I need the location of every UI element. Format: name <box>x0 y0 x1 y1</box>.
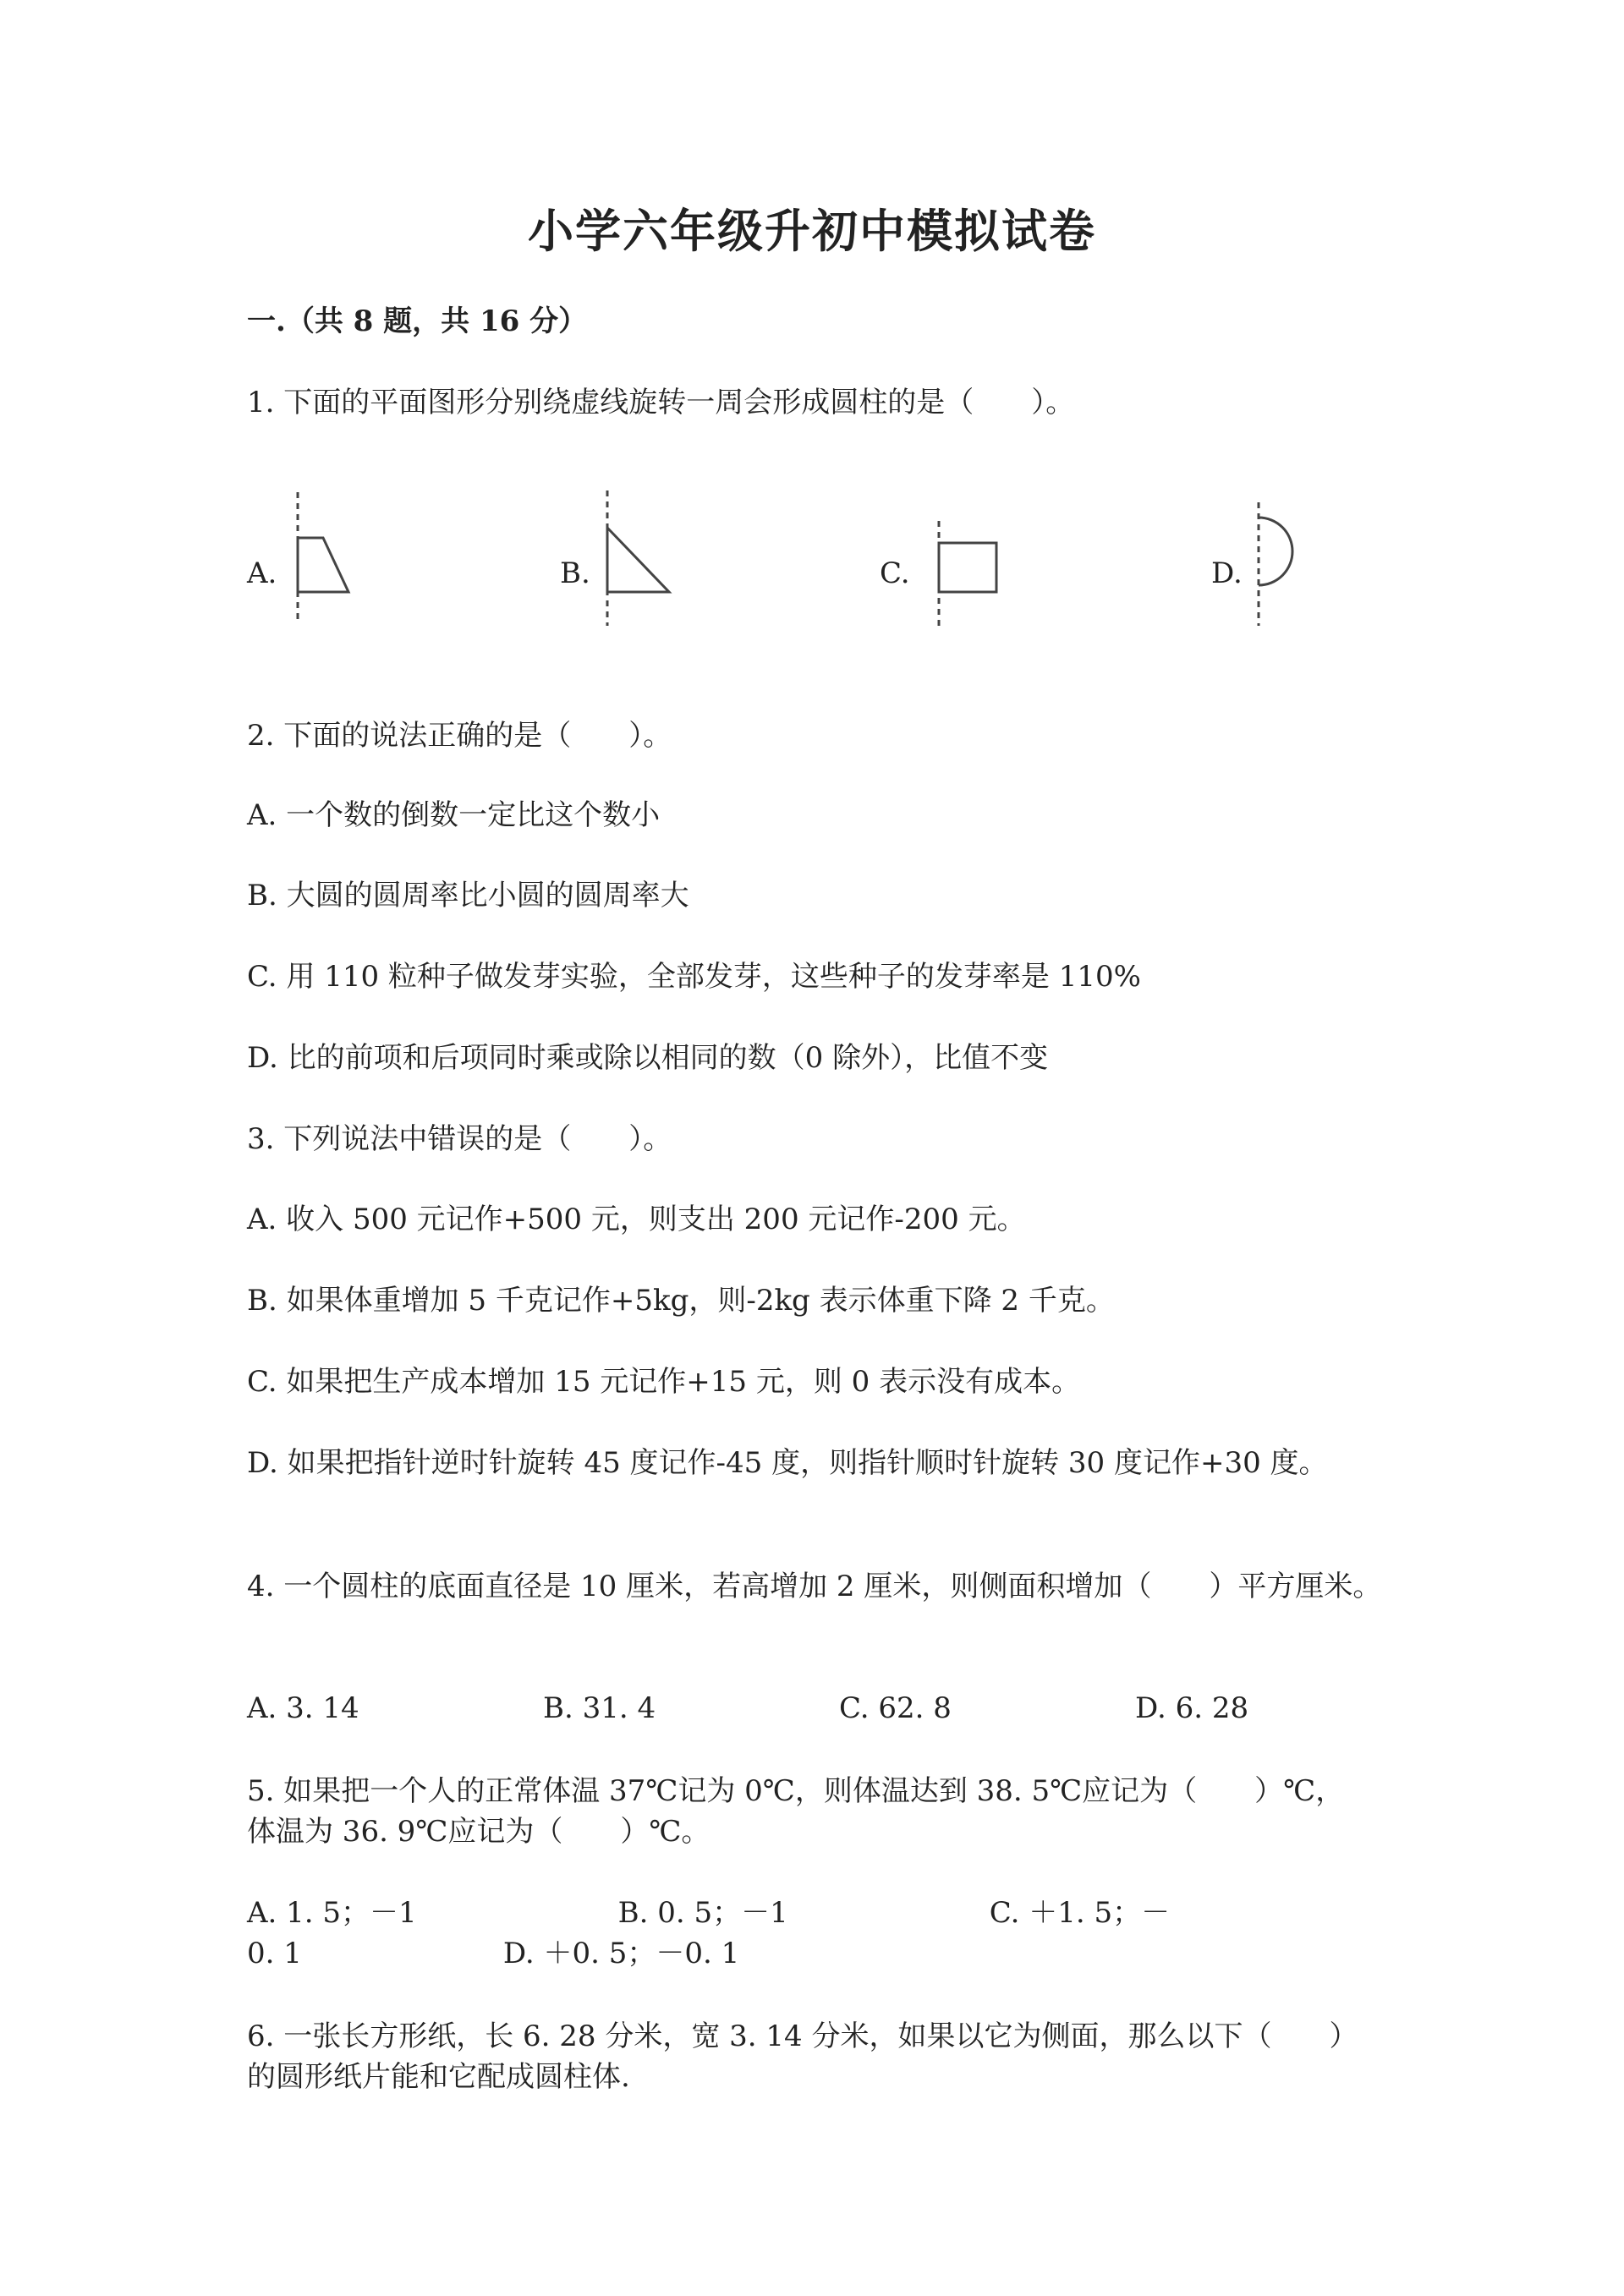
q3-option-d: D. 如果把指针逆时针旋转 45 度记作-45 度，则指针顺时针旋转 30 度记作+30 度。 <box>247 1446 1328 1480</box>
q4-option-d: D. 6. 28 <box>1135 1691 1249 1725</box>
question-6-stem: 6. 一张长方形纸，长 6. 28 分米，宽 3. 14 分米，如果以它为侧面，那么以下（ ）的圆形纸片能和它配成圆柱体. <box>247 2019 1344 2094</box>
rectangle-with-dashed-axis-icon <box>924 490 1008 626</box>
q4-option-a: A. 3. 14 <box>247 1691 359 1725</box>
q3-option-a: A. 收入 500 元记作+500 元，则支出 200 元记作-200 元。 <box>247 1203 1026 1236</box>
question-1-stem: 1. 下面的平面图形分别绕虚线旋转一周会形成圆柱的是（ ）。 <box>247 386 1075 419</box>
section-heading: 一.（共 8 题，共 16 分） <box>247 304 588 338</box>
page-title: 小学六年级升初中模拟试卷 <box>528 204 1096 258</box>
q5-options-line-1: A. 1. 5；－1 B. 0. 5；－1 C. ＋1. 5；－ <box>247 1896 1171 1930</box>
q1-option-d-label: D. <box>1211 556 1243 590</box>
q2-option-a: A. 一个数的倒数一定比这个数小 <box>247 798 661 832</box>
q2-option-b: B. 大圆的圆周率比小圆的圆周率大 <box>247 879 689 912</box>
q2-option-c: C. 用 110 粒种子做发芽实验，全部发芽，这些种子的发芽率是 110% <box>247 960 1141 994</box>
question-2-stem: 2. 下面的说法正确的是（ ）。 <box>247 719 672 753</box>
q1-option-a-label: A. <box>247 556 277 590</box>
question-5-stem: 5. 如果把一个人的正常体温 37℃记为 0℃，则体温达到 38. 5℃应记为（ ）℃，体温为 36. 9℃应记为（ ）℃。 <box>247 1774 1345 1849</box>
question-3-stem: 3. 下列说法中错误的是（ ）。 <box>247 1122 672 1156</box>
q4-option-b: B. 31. 4 <box>543 1691 656 1725</box>
trapezoid-with-dashed-axis-icon <box>288 490 372 626</box>
right-triangle-with-dashed-axis-icon <box>596 490 681 626</box>
q3-option-b: B. 如果体重增加 5 千克记作+5kg，则-2kg 表示体重下降 2 千克。 <box>247 1284 1115 1318</box>
semicircle-with-dashed-axis-icon <box>1243 490 1328 626</box>
q5-options-line-2: 0. 1 D. ＋0. 5；－0. 1 <box>247 1937 740 1970</box>
q1-option-b-label: B. <box>560 556 590 590</box>
question-4-stem: 4. 一个圆柱的底面直径是 10 厘米，若高增加 2 厘米，则侧面积增加（ ）平方厘米。 <box>247 1570 1382 1603</box>
q1-option-c-label: C. <box>880 556 910 590</box>
q3-option-c: C. 如果把生产成本增加 15 元记作+15 元，则 0 表示没有成本。 <box>247 1365 1081 1399</box>
q4-option-c: C. 62. 8 <box>839 1691 952 1725</box>
q2-option-d: D. 比的前项和后项同时乘或除以相同的数（0 除外），比值不变 <box>247 1041 1049 1075</box>
